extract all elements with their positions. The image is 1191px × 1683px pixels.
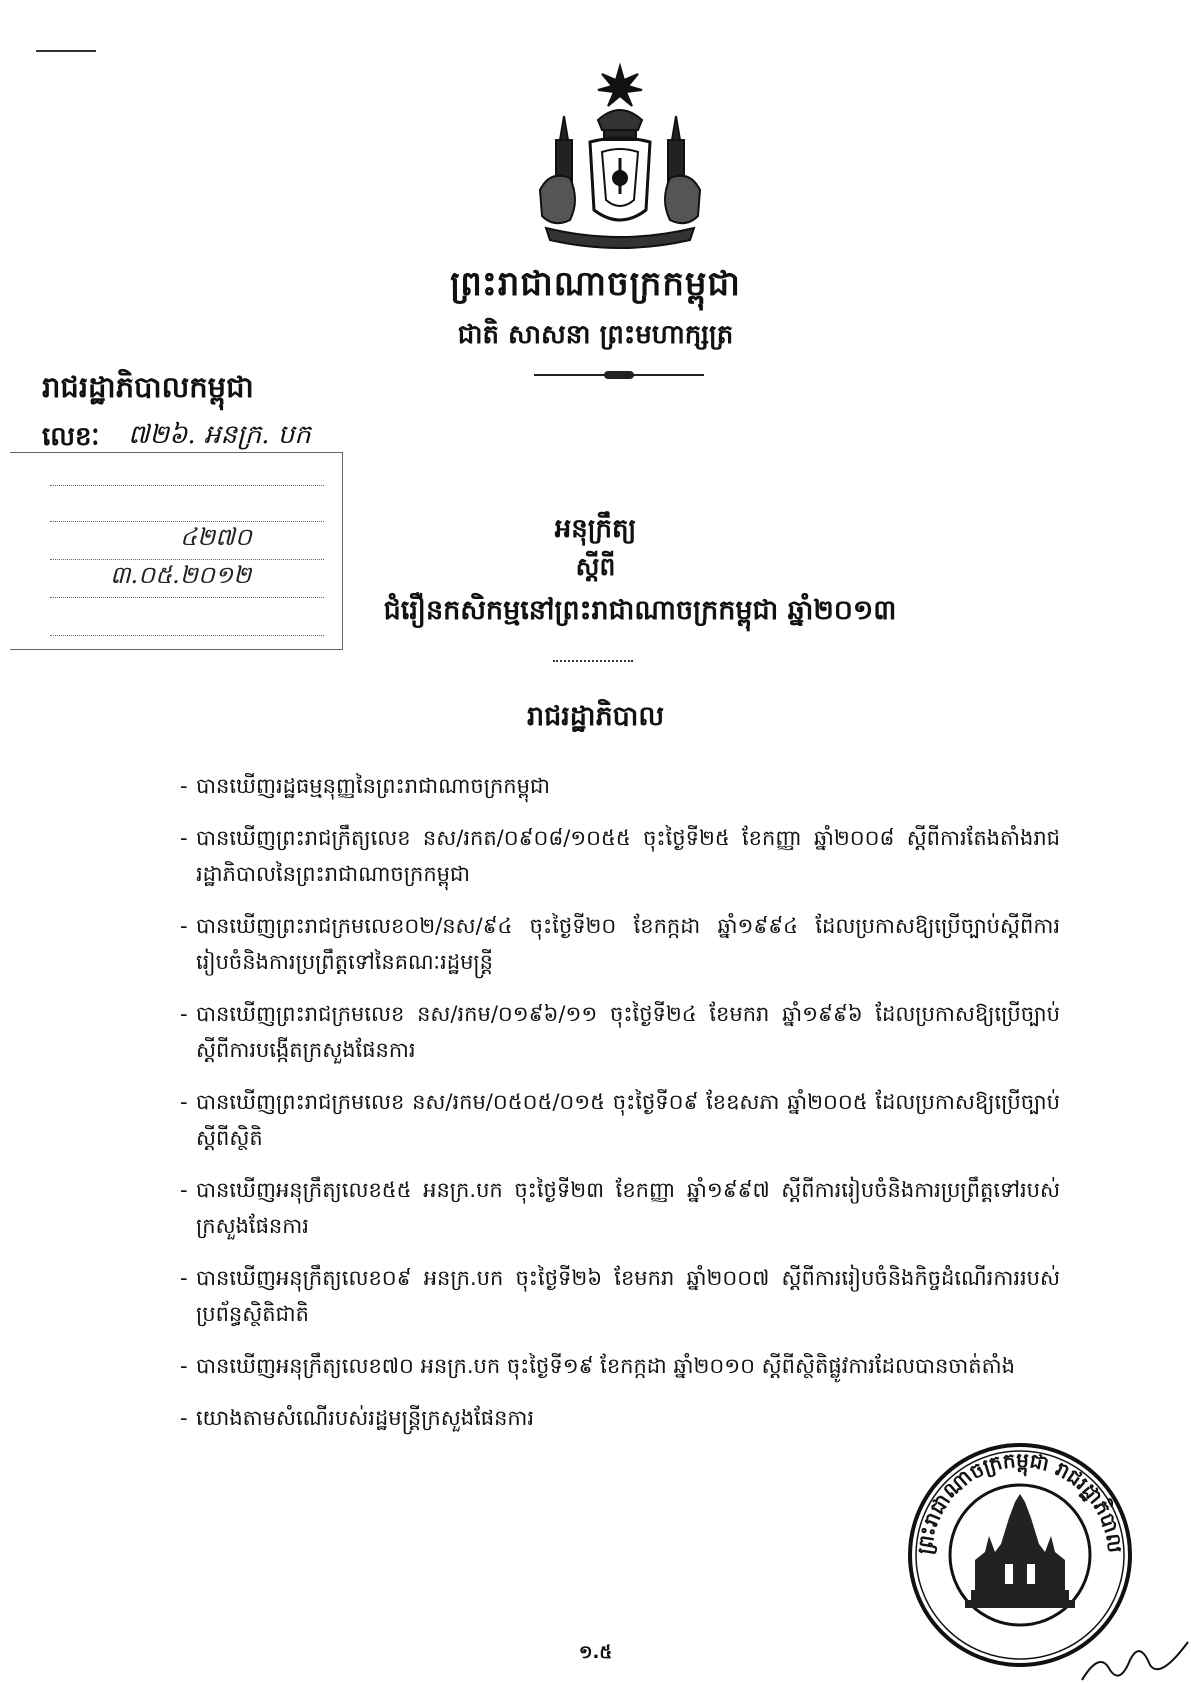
official-seal-icon	[905, 1440, 1135, 1670]
reg-line-4: ៣.០៥.២០១២	[50, 567, 324, 598]
decree-about: ស្តីពី	[575, 552, 616, 581]
clause-item: - បានឃើញអនុក្រឹត្យលេខ០៩ អនក្រ.បក ចុះថ្ងៃទី២៦ ខែមករា ឆ្នាំ២០០៧ ស្តីពីការរៀបចំនិងកិច្ចដំណើរការរបស់ប្រព័ន្ធស្ថិតិជាតិ	[180, 1260, 1060, 1332]
registration-stamp	[10, 452, 343, 650]
reg-line-3: ៤២៧០	[50, 529, 324, 560]
issuer-ministry: រាជរដ្ឋាភិបាលកម្ពុជា	[42, 370, 254, 404]
preamble-clauses	[180, 768, 1060, 1452]
clause-item: - បានឃើញអនុក្រឹត្យលេខ៧០ អនក្រ.បក ចុះថ្ងៃទី១៩ ខែកក្កដា ឆ្នាំ២០១០ ស្តីពីស្ថិតិផ្លូវការដែលបានចាត់តាំង	[180, 1348, 1060, 1384]
reg-line-5	[50, 605, 324, 636]
decree-subject: ជំរឿនកសិកម្មនៅព្រះរាជាណាចក្រកម្ពុជា ឆ្នាំ២០១៣	[383, 595, 897, 626]
corner-mark	[36, 50, 96, 52]
decree-title: អនុក្រឹត្យ	[554, 514, 637, 544]
clause-item: - បានឃើញរដ្ឋធម្មនុញ្ញនៃព្រះរាជាណាចក្រកម្ពុជា	[180, 768, 1060, 804]
page-number: ១.៥	[578, 1642, 613, 1663]
national-motto: ជាតិ សាសនា ព្រះមហាក្សត្រ	[457, 320, 734, 350]
reference-label: លេខៈ	[42, 422, 100, 452]
clause-item: - បានឃើញព្រះរាជក្រមលេខ នស/រកម/០៥០៥/០១៥ ចុះថ្ងៃទី០៩ ខែឧសភា ឆ្នាំ២០០៥ ដែលប្រកាសឱ្យប្រើច្បាប់ស្តីពីស្ថិតិ	[180, 1084, 1060, 1156]
reference-number: ៧២៦. អនក្រ. បក	[128, 420, 311, 450]
reg-line-1	[50, 455, 324, 486]
kingdom-title: ព្រះរាជាណាចក្រកម្ពុជា	[450, 264, 741, 304]
seal-text: ព្រះរាជាណាចក្រកម្ពុជា រាជរដ្ឋាភិបាល	[912, 1447, 1128, 1556]
clause-item: - បានឃើញព្រះរាជក្រមលេខ០២/នស/៩៤ ចុះថ្ងៃទី២០ ខែកក្កដា ឆ្នាំ១៩៩៤ ដែលប្រកាសឱ្យប្រើច្បាប់ស្តីពីការរៀបចំនិងការប្រព្រឹត្តទៅនៃគណៈរដ្ឋមន្ត្រី	[180, 908, 1060, 980]
clause-item: - យោងតាមសំណើរបស់រដ្ឋមន្ត្រីក្រសួងផែនការ	[180, 1400, 1060, 1436]
clause-item: - បានឃើញព្រះរាជក្រមលេខ នស/រកម/០១៩៦/១១ ចុះថ្ងៃទី២៤ ខែមករា ឆ្នាំ១៩៩៦ ដែលប្រកាសឱ្យប្រើច្បាប់ស្តីពីការបង្កើតក្រសួងផែនការ	[180, 996, 1060, 1068]
government-heading: រាជរដ្ឋាភិបាល	[526, 701, 665, 732]
clause-item: - បានឃើញព្រះរាជក្រឹត្យលេខ នស/រកត/០៩០៨/១០៥៥ ចុះថ្ងៃទី២៥ ខែកញ្ញា ឆ្នាំ២០០៨ ស្តីពីការតែងតាំងរាជរដ្ឋាភិបាលនៃព្រះរាជាណាចក្រកម្ពុជា	[180, 820, 1060, 892]
clause-item: - បានឃើញអនុក្រឹត្យលេខ៥៥ អនក្រ.បក ចុះថ្ងៃទី២៣ ខែកញ្ញា ឆ្នាំ១៩៩៧ ស្តីពីការរៀបចំនិងការប្រព្រឹត្តទៅរបស់ក្រសួងផែនការ	[180, 1172, 1060, 1244]
motto-divider	[534, 374, 704, 376]
royal-emblem-icon	[520, 60, 720, 250]
subject-divider	[553, 660, 633, 662]
